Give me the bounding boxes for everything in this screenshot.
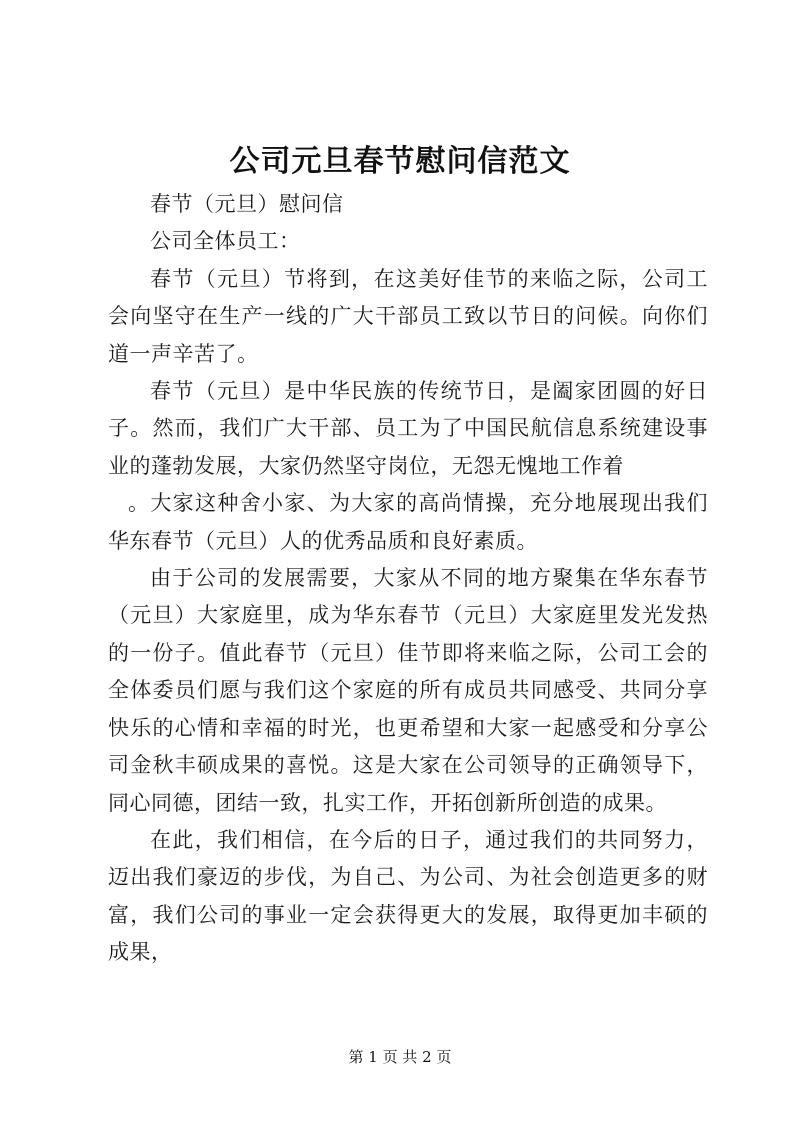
document-title: 公司元旦春节慰问信范文 [229,144,571,179]
letter-salutation: 公司全体员工： [150,229,301,254]
paragraph-sentiment: 。大家这种舍小家、为大家的高尚情操，充分地展现出我们华东春节（元旦）人的优秀品质和良好素质。 [108,491,708,553]
letter-subject: 春节（元旦）慰问信 [150,192,344,216]
paragraph-greeting: 春节（元旦）节将到，在这美好佳节的来临之际，公司工会向坚守在生产一线的广大干部员工致以节日的问候。向你们道一声辛苦了。 [108,266,708,366]
paragraph-future: 在此，我们相信，在今后的日子，通过我们的共同努力，迈出我们豪迈的步伐，为自己、为公司、为社会创造更多的财富，我们公司的事业一定会获得更大的发展，取得更加丰硕的成果， [108,827,708,965]
paragraph-festival: 春节（元旦）是中华民族的传统节日，是阖家团圆的好日子。然而，我们广大干部、员工为了中国民航信息系统建设事业的蓬勃发展，大家仍然坚守岗位，无怨无愧地工作着 [108,379,708,478]
letter-body [108,186,708,972]
page-footer: 第 1 页 共 2 页 [348,1048,452,1066]
paragraph-development: 由于公司的发展需要，大家从不同的地方聚集在华东春节（元旦）大家庭里，成为华东春节（元旦）大家庭里发光发热的一份子。值此春节（元旦）佳节即将来临之际，公司工会的全体委员们愿与我们这个家庭的所有成员共同感受、共同分享快乐的心情和幸福的时光，也更希望和大家一起感受和分享公司金秋丰硕成果的喜悦。这是大家在公司领导的正确领导下，同心同德，团结一致，扎实工作，开拓创新所创造的成果。 [108,566,708,815]
